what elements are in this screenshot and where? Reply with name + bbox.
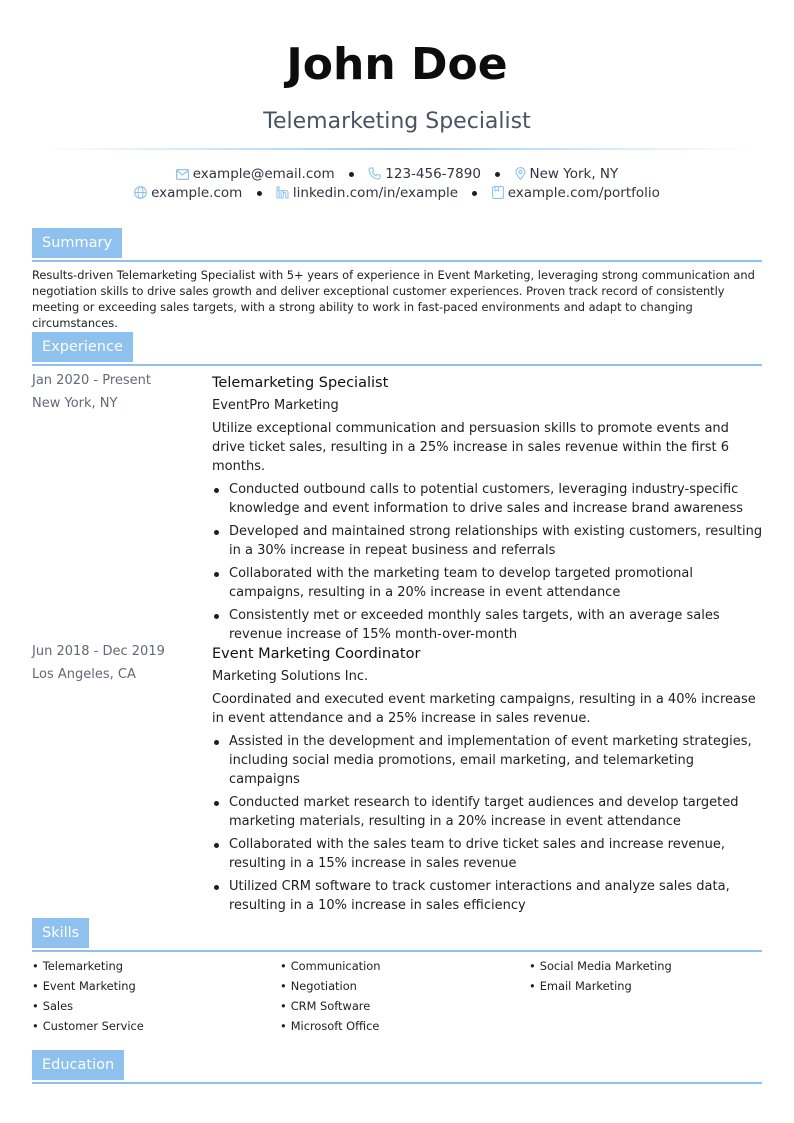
list-item: Conducted outbound calls to potential customers, leveraging industry-specific knowledge and event information to drive sales and increase brand awareness	[212, 480, 764, 518]
skill-label: Sales	[42, 999, 74, 1013]
list-item: Assisted in the development and implementation of event marketing strategies, including social media promotions, email marketing, and telemarketing campaigns	[212, 732, 764, 789]
job-entry	[212, 643, 764, 919]
job-bullets	[212, 480, 764, 644]
skill-item: • Customer Service	[32, 1019, 144, 1033]
contact-separator	[349, 172, 354, 177]
list-item: Collaborated with the marketing team to develop targeted promotional campaigns, resulting in a 20% increase in event attendance	[212, 564, 764, 602]
globe-icon	[134, 186, 147, 199]
section-title: Summary	[32, 228, 122, 258]
contact-email-text: example@email.com	[192, 166, 335, 182]
header-divider	[40, 148, 754, 150]
job-description: Utilize exceptional communication and persuasion skills to promote events and drive ticket sales, resulting in a 25% increase in sales revenue within the first 6 months.	[212, 421, 730, 474]
skill-item: • Social Media Marketing	[529, 959, 672, 973]
job-bullets	[212, 732, 764, 915]
section-skills	[32, 918, 762, 952]
list-item: Consistently met or exceeded monthly sales targets, with an average sales revenue increase of 15% month-over-month	[212, 606, 764, 644]
portfolio-icon	[492, 186, 504, 199]
section-title: Experience	[32, 332, 133, 362]
section-title: Skills	[32, 918, 89, 948]
job-location: Los Angeles, CA	[32, 667, 136, 682]
job-meta	[32, 371, 202, 417]
job-title: Event Marketing Coordinator	[212, 646, 421, 662]
phone-icon	[368, 167, 381, 180]
job-entry	[212, 372, 764, 648]
skill-label: Event Marketing	[42, 979, 136, 993]
skills-column	[32, 957, 272, 1037]
summary-text: Results-driven Telemarketing Specialist with 5+ years of experience in Event Marketing, leveraging strong communication and negotiation skills to drive sales growth and deliver exceptional customer experiences. Proven track record of consistently meeting or exceeding sales targets, with a strong ability to work in fast-paced environments and adapt to changing circumstances.	[32, 268, 755, 330]
linkedin-icon	[276, 186, 289, 199]
skill-label: Negotiation	[290, 979, 357, 993]
contact-portfolio[interactable]	[492, 184, 660, 203]
job-meta	[32, 642, 202, 688]
skills-column	[280, 957, 520, 1037]
job-dates: Jun 2018 - Dec 2019	[32, 644, 165, 659]
contact-email[interactable]	[176, 165, 335, 184]
job-company: EventPro Marketing	[212, 398, 339, 413]
section-summary	[32, 228, 762, 262]
candidate-title: Telemarketing Specialist	[263, 109, 531, 134]
skill-label: Microsoft Office	[290, 1019, 380, 1033]
list-item: Collaborated with the sales team to drive ticket sales and increase revenue, resulting in a 15% increase in sales revenue	[212, 835, 764, 873]
section-education	[32, 1050, 762, 1084]
list-item: Utilized CRM software to track customer interactions and analyze sales data, resulting in a 10% increase in sales efficiency	[212, 877, 764, 915]
skill-item: • Negotiation	[280, 979, 357, 993]
skill-label: Email Marketing	[539, 979, 632, 993]
contact-website[interactable]	[134, 184, 242, 203]
contact-phone-text: 123-456-7890	[385, 166, 481, 182]
skill-item: • Microsoft Office	[280, 1019, 380, 1033]
skill-item: • CRM Software	[280, 999, 371, 1013]
job-description: Coordinated and executed event marketing campaigns, resulting in a 40% increase in event attendance and a 25% increase in sales revenue.	[212, 692, 756, 726]
skill-label: Social Media Marketing	[539, 959, 672, 973]
contact-separator	[257, 191, 262, 196]
mail-icon	[176, 169, 189, 180]
contact-separator	[495, 172, 500, 177]
job-title: Telemarketing Specialist	[212, 375, 389, 391]
skill-item: • Event Marketing	[32, 979, 136, 993]
skill-item: • Email Marketing	[529, 979, 632, 993]
section-experience	[32, 332, 762, 366]
contact-website-text: example.com	[151, 185, 243, 201]
contact-location	[515, 165, 619, 184]
section-title: Education	[32, 1050, 124, 1080]
job-dates: Jan 2020 - Present	[32, 373, 151, 388]
skill-label: CRM Software	[290, 999, 371, 1013]
location-icon	[515, 167, 526, 180]
candidate-name: John Doe	[286, 39, 508, 90]
contact-separator	[472, 191, 477, 196]
job-company: Marketing Solutions Inc.	[212, 669, 369, 684]
contact-location-text: New York, NY	[529, 166, 619, 182]
contact-linkedin[interactable]	[276, 184, 458, 203]
skill-item: • Sales	[32, 999, 74, 1013]
skill-item: • Telemarketing	[32, 959, 123, 973]
job-location: New York, NY	[32, 396, 118, 411]
contact-portfolio-text: example.com/portfolio	[507, 185, 660, 201]
contact-row-1	[0, 165, 794, 185]
skills-column	[529, 957, 769, 997]
contact-row-2	[0, 184, 794, 204]
skill-label: Customer Service	[42, 1019, 144, 1033]
list-item: Developed and maintained strong relationships with existing customers, resulting in a 30% increase in repeat business and referrals	[212, 522, 764, 560]
skill-item: • Communication	[280, 959, 381, 973]
list-item: Conducted market research to identify target audiences and develop targeted marketing materials, resulting in a 20% increase in event attendance	[212, 793, 764, 831]
skill-label: Communication	[290, 959, 381, 973]
skill-label: Telemarketing	[42, 959, 123, 973]
contact-linkedin-text: linkedin.com/in/example	[292, 185, 459, 201]
contact-phone[interactable]	[368, 165, 481, 184]
